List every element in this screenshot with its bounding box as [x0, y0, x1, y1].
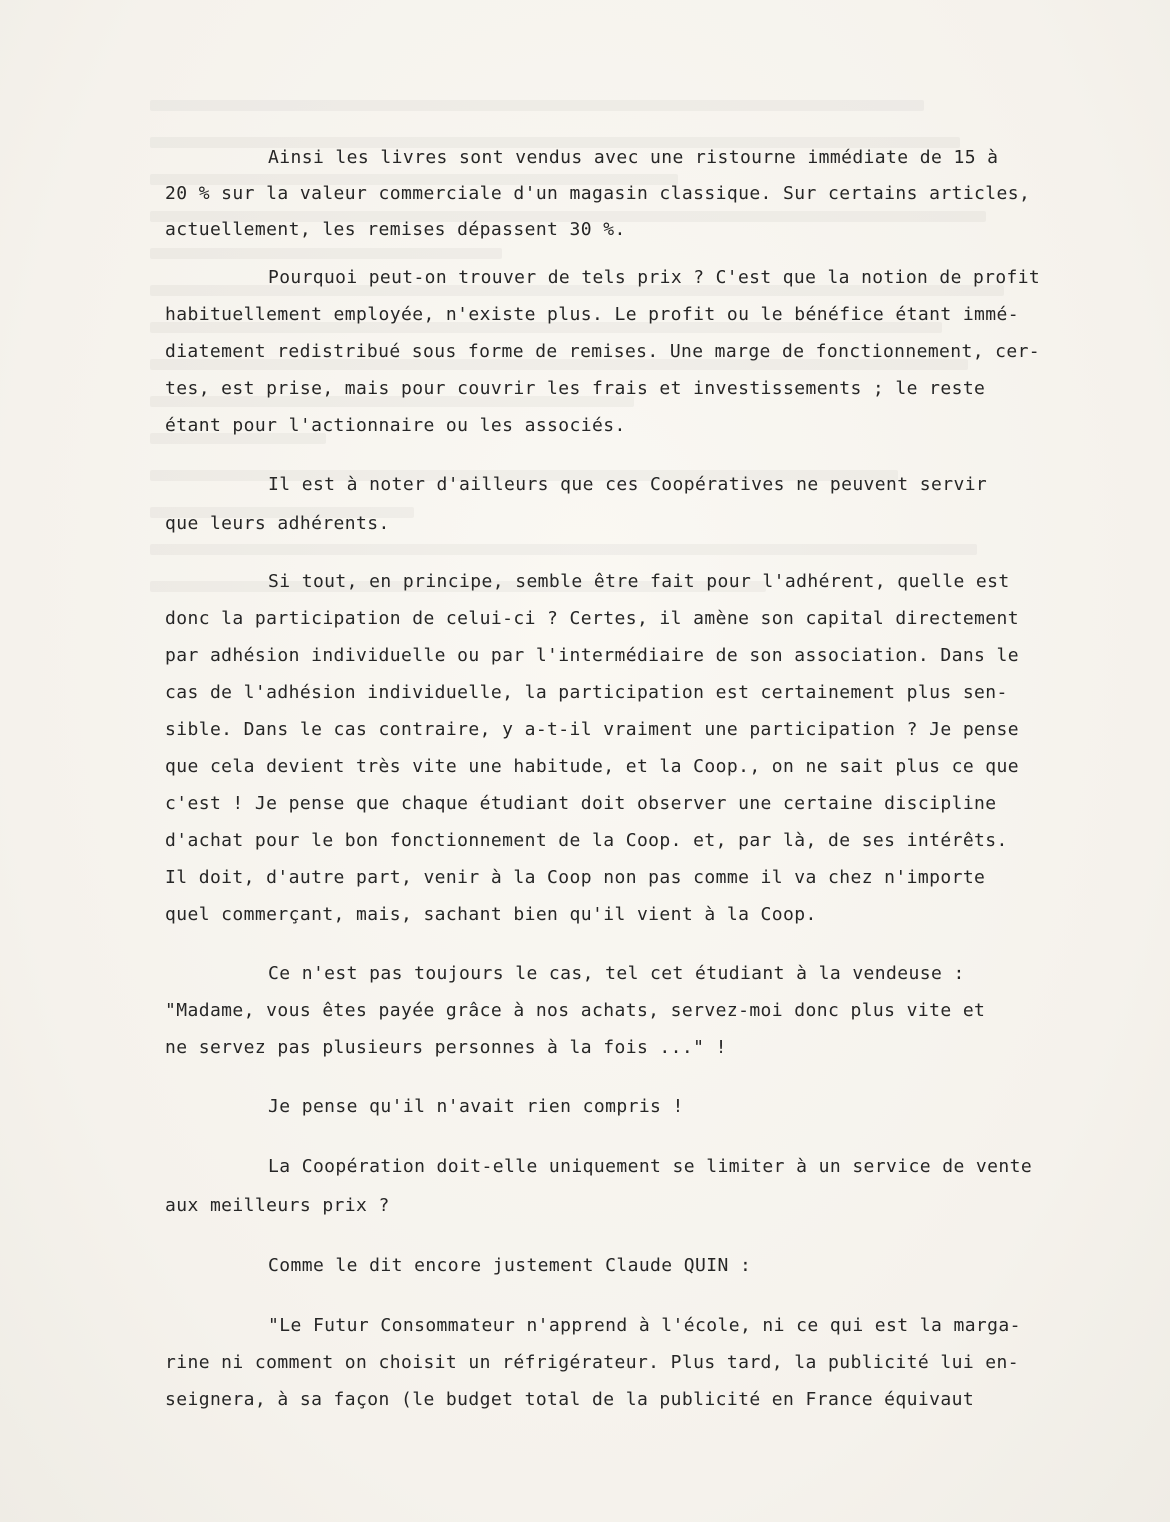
text-line: Ainsi les livres sont vendus avec une ristourne immédiate de 15 à — [268, 147, 999, 168]
text-line: 20 % sur la valeur commerciale d'un magasin classique. Sur certains articles, — [165, 183, 1031, 204]
text-line: Pourquoi peut-on trouver de tels prix ? C'est que la notion de profit — [268, 267, 1041, 288]
text-line: d'achat pour le bon fonctionnement de la Coop. et, par là, de ses intérêts. — [165, 830, 1008, 851]
text-line: diatement redistribué sous forme de remises. Une marge de fonctionnement, cer- — [165, 341, 1041, 362]
text-line: "Le Futur Consommateur n'apprend à l'école, ni ce qui est la marga- — [268, 1315, 1021, 1336]
text-line: aux meilleurs prix ? — [165, 1195, 390, 1216]
text-line: Comme le dit encore justement Claude QUIN : — [268, 1255, 752, 1276]
text-line: Ce n'est pas toujours le cas, tel cet étudiant à la vendeuse : — [268, 963, 965, 984]
text-line: par adhésion individuelle ou par l'intermédiaire de son association. Dans le — [165, 645, 1020, 666]
text-line: étant pour l'actionnaire ou les associés. — [165, 415, 626, 436]
text-line: rine ni comment on choisit un réfrigérateur. Plus tard, la publicité lui en- — [165, 1352, 1020, 1373]
text-line: actuellement, les remises dépassent 30 %. — [165, 219, 626, 240]
text-line: que cela devient très vite une habitude, et la Coop., on ne sait plus ce que — [165, 756, 1020, 777]
text-line: "Madame, vous êtes payée grâce à nos achats, servez-moi donc plus vite et — [165, 1000, 986, 1021]
text-line: Il est à noter d'ailleurs que ces Coopératives ne peuvent servir — [268, 474, 988, 495]
text-line: quel commerçant, mais, sachant bien qu'il vient à la Coop. — [165, 904, 817, 925]
text-line: habituellement employée, n'existe plus. Le profit ou le bénéfice étant immé- — [165, 304, 1020, 325]
text-line: sible. Dans le cas contraire, y a-t-il vraiment une participation ? Je pense — [165, 719, 1020, 740]
text-line: Je pense qu'il n'avait rien compris ! — [268, 1096, 684, 1117]
text-line: La Coopération doit-elle uniquement se limiter à un service de vente — [268, 1156, 1033, 1177]
text-line: que leurs adhérents. — [165, 513, 390, 534]
text-line: donc la participation de celui-ci ? Certes, il amène son capital directement — [165, 608, 1020, 629]
text-line: Si tout, en principe, semble être fait pour l'adhérent, quelle est — [268, 571, 1010, 592]
text-line: Il doit, d'autre part, venir à la Coop non pas comme il va chez n'importe — [165, 867, 986, 888]
text-line: ne servez pas plusieurs personnes à la fois ..." ! — [165, 1037, 727, 1058]
text-line: cas de l'adhésion individuelle, la participation est certainement plus sen- — [165, 682, 1008, 703]
text-line: c'est ! Je pense que chaque étudiant doit observer une certaine discipline — [165, 793, 997, 814]
text-line: seignera, à sa façon (le budget total de la publicité en France équivaut — [165, 1389, 975, 1410]
text-line: tes, est prise, mais pour couvrir les frais et investissements ; le reste — [165, 378, 986, 399]
